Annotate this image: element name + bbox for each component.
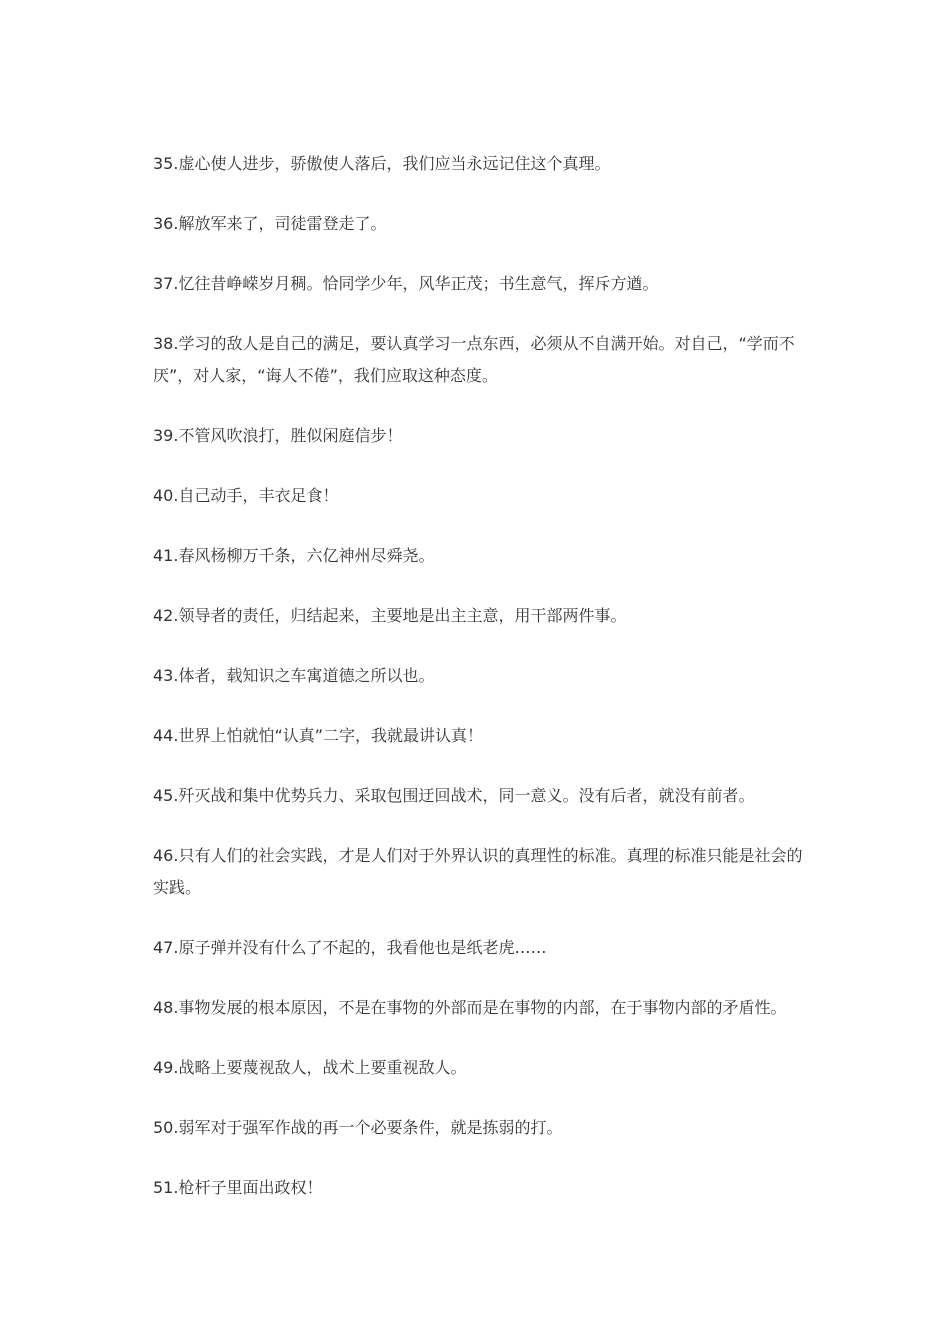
quote-paragraph: 40.自己动手，丰衣足食！ [153,486,339,505]
quote-paragraph: 35.虚心使人进步，骄傲使人落后，我们应当永远记住这个真理。 [153,154,611,173]
quote-paragraph: 36.解放军来了，司徒雷登走了。 [153,214,387,233]
quote-paragraph: 38.学习的敌人是自己的满足，要认真学习一点东西，必须从不自满开始。对自己，“学而不厌”，对人家，“诲人不倦”，我们应取这种态度。 [153,334,795,385]
quote-paragraph: 48.事物发展的根本原因，不是在事物的外部而是在事物的内部，在于事物内部的矛盾性。 [153,998,787,1017]
quote-paragraph: 50.弱军对于强军作战的再一个必要条件，就是拣弱的打。 [153,1118,563,1137]
quote-paragraph: 51.枪杆子里面出政权！ [153,1178,323,1197]
quote-paragraph: 49.战略上要蔑视敌人，战术上要重视敌人。 [153,1058,467,1077]
quote-paragraph: 47.原子弹并没有什么了不起的，我看他也是纸老虎…… [153,938,547,957]
quote-paragraph: 41.春风杨柳万千条，六亿神州尽舜尧。 [153,546,435,565]
quote-paragraph: 45.歼灭战和集中优势兵力、采取包围迂回战术，同一意义。没有后者，就没有前者。 [153,786,755,805]
quote-paragraph: 37.忆往昔峥嵘岁月稠。恰同学少年，风华正茂；书生意气，挥斥方遒。 [153,274,659,293]
quote-paragraph: 44.世界上怕就怕“认真”二字，我就最讲认真！ [153,726,484,745]
quote-paragraph: 39.不管风吹浪打，胜似闲庭信步！ [153,426,403,445]
quote-paragraph: 43.体者，载知识之车寓道德之所以也。 [153,666,435,685]
quote-paragraph: 42.领导者的责任，归结起来，主要地是出主主意，用干部两件事。 [153,606,627,625]
document-body [153,148,813,1232]
quote-paragraph: 46.只有人们的社会实践，才是人们对于外界认识的真理性的标准。真理的标准只能是社会的实践。 [153,846,803,897]
